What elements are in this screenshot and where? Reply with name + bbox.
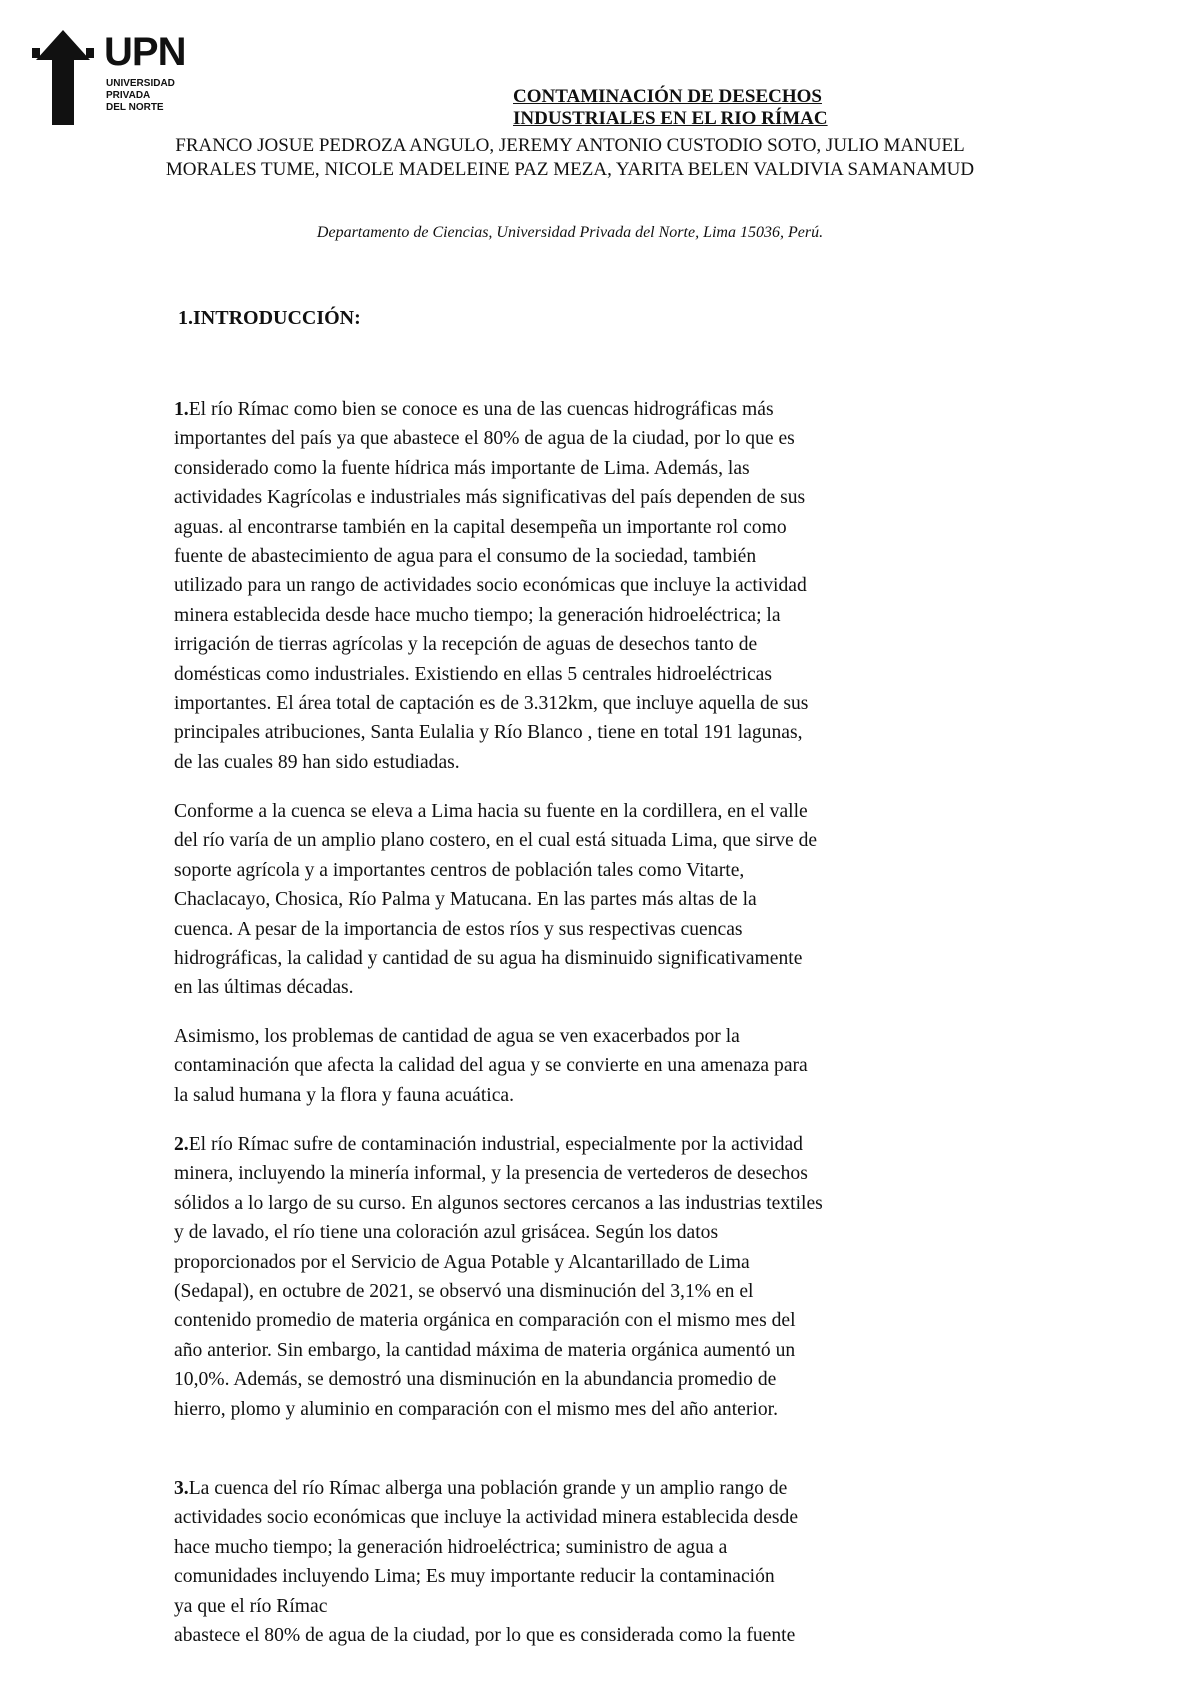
- paragraph-line: aguas. al encontrarse también en la capital desempeña un importante rol como: [174, 516, 787, 538]
- paragraph-line: 10,0%. Además, se demostró una disminución en la abundancia promedio de: [174, 1369, 777, 1391]
- logo-sub-line: UNIVERSIDAD: [106, 78, 175, 89]
- title-line: INDUSTRIALES EN EL RIO RÍMAC: [513, 108, 828, 129]
- paragraph-line: minera, incluyendo la minería informal, y la presencia de vertederos de desechos: [174, 1163, 808, 1185]
- paragraph-line: en las últimas décadas.: [174, 977, 354, 999]
- paragraph-line: fuente de abastecimiento de agua para el consumo de la sociedad, también: [174, 546, 757, 568]
- paragraph-4: [174, 1130, 823, 1424]
- paragraph-line: actividades Kagrícolas e industriales más significativas del país dependen de sus: [174, 487, 806, 509]
- logo-sub-line: PRIVADA: [106, 90, 151, 101]
- paragraph-line: sólidos a lo largo de su curso. En algunos sectores cercanos a las industrias textiles: [174, 1192, 823, 1214]
- paragraph-line: (Sedapal), en octubre de 2021, se observó una disminución del 3,1% en el: [174, 1281, 754, 1303]
- paragraph-line: irrigación de tierras agrícolas y la recepción de aguas de desechos tanto de: [174, 634, 758, 656]
- paragraph-line: ya que el río Rímac: [174, 1595, 328, 1617]
- paragraph-number: 2.: [174, 1134, 189, 1155]
- logo-subtitle: [106, 78, 175, 114]
- paragraph-line: 1.El río Rímac como bien se conoce es una de las cuencas hidrográficas más: [174, 399, 774, 420]
- paragraph-1: [174, 395, 808, 777]
- affiliation: Departamento de Ciencias, Universidad Privada del Norte, Lima 15036, Perú.: [316, 224, 824, 241]
- paragraph-number: 3.: [174, 1478, 189, 1499]
- upn-arrow-icon: [32, 30, 94, 125]
- paragraph-line: soporte agrícola y a importantes centros de población tales como Vitarte,: [174, 859, 745, 881]
- paragraph-line: comunidades incluyendo Lima; Es muy importante reducir la contaminación: [174, 1566, 775, 1588]
- paragraph-line: hidrográficas, la calidad y cantidad de su agua ha disminuido significativamente: [174, 948, 803, 970]
- paragraph-line: minera establecida desde hace mucho tiempo; la generación hidroeléctrica; la: [174, 604, 781, 626]
- paragraph-line: principales atribuciones, Santa Eulalia y Río Blanco , tiene en total 191 lagunas,: [174, 722, 803, 744]
- paragraph-number: 1.: [174, 399, 189, 420]
- paragraph-line: actividades socio económicas que incluye la actividad minera establecida desde: [174, 1507, 799, 1529]
- paragraph-5: [174, 1474, 798, 1650]
- paragraph-line: cuenca. A pesar de la importancia de estos ríos y sus respectivas cuencas: [174, 918, 743, 940]
- paragraph-line: hierro, plomo y aluminio en comparación con el mismo mes del año anterior.: [174, 1398, 778, 1420]
- paragraph-line: del río varía de un amplio plano costero, en el cual está situada Lima, que sirve de: [174, 830, 818, 852]
- paragraph-line: domésticas como industriales. Existiendo en ellas 5 centrales hidroeléctricas: [174, 663, 772, 685]
- paragraph-line: Chaclacayo, Chosica, Río Palma y Matucana. En las partes más altas de la: [174, 889, 757, 911]
- title-line: CONTAMINACIÓN DE DESECHOS: [513, 86, 822, 107]
- logo-wordmark: UPN: [104, 30, 186, 74]
- authors: FRANCO JOSUE PEDROZA ANGULO, JEREMY ANTONIO CUSTODIO SOTO, JULIO MANUEL MORALES TUME, NICOLE MADELEINE PAZ MEZA, YARITA BELEN VALDIVIA SAMANAMUD: [165, 135, 975, 180]
- paragraph-line: y de lavado, el río tiene una coloración azul grisácea. Según los datos: [174, 1222, 719, 1244]
- paragraph-line: Conforme a la cuenca se eleva a Lima hacia su fuente en la cordillera, en el valle: [174, 801, 808, 822]
- paragraph-line: abastece el 80% de agua de la ciudad, por lo que es considerada como la fuente: [174, 1625, 796, 1647]
- section-heading: 1.INTRODUCCIÓN:: [178, 307, 361, 329]
- paragraph-line: utilizado para un rango de actividades socio económicas que incluye la actividad: [174, 575, 807, 597]
- paragraph-line: la salud humana y la flora y fauna acuática.: [174, 1084, 515, 1106]
- paragraph-line: considerado como la fuente hídrica más importante de Lima. Además, las: [174, 457, 750, 479]
- paragraph-line: Asimismo, los problemas de cantidad de agua se ven exacerbados por la: [174, 1026, 740, 1047]
- paragraph-line: proporcionados por el Servicio de Agua Potable y Alcantarillado de Lima: [174, 1251, 750, 1273]
- paragraph-line: contaminación que afecta la calidad del agua y se convierte en una amenaza para: [174, 1055, 808, 1077]
- paragraph-3: [174, 1022, 808, 1110]
- paragraph-2: [174, 797, 817, 1003]
- paragraph-line: de las cuales 89 han sido estudiadas.: [174, 751, 460, 773]
- paragraph-line: contenido promedio de materia orgánica en comparación con el mismo mes del: [174, 1310, 796, 1332]
- document-title: [513, 86, 828, 130]
- upn-logo: [32, 30, 186, 125]
- paragraph-line: 2.El río Rímac sufre de contaminación industrial, especialmente por la actividad: [174, 1134, 803, 1155]
- logo-sub-line: DEL NORTE: [106, 102, 164, 113]
- paragraph-line: año anterior. Sin embargo, la cantidad máxima de materia orgánica aumentó un: [174, 1339, 796, 1361]
- paragraph-line: hace mucho tiempo; la generación hidroeléctrica; suministro de agua a: [174, 1536, 728, 1558]
- paragraph-line: 3.La cuenca del río Rímac alberga una población grande y un amplio rango de: [174, 1478, 788, 1499]
- paragraph-line: importantes del país ya que abastece el 80% de agua de la ciudad, por lo que es: [174, 428, 795, 450]
- paragraph-line: importantes. El área total de captación es de 3.312km, que incluye aquella de sus: [174, 693, 809, 715]
